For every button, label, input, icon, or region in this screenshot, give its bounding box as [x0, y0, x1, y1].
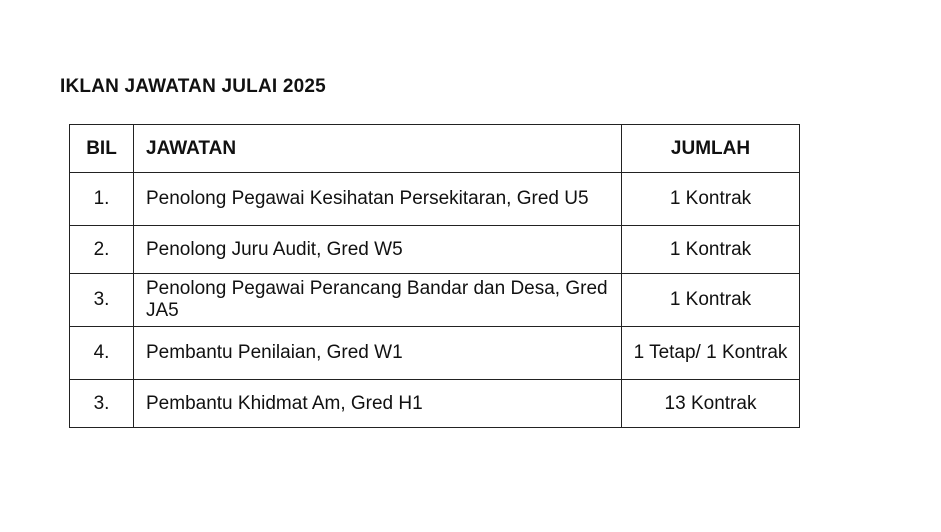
cell-jumlah: 1 Kontrak [622, 274, 800, 327]
cell-bil: 3. [70, 380, 134, 428]
cell-jumlah: 1 Kontrak [622, 173, 800, 226]
cell-bil: 3. [70, 274, 134, 327]
header-bil: BIL [70, 125, 134, 173]
document-title: IKLAN JAWATAN JULAI 2025 [60, 76, 326, 97]
table-row [70, 380, 800, 428]
cell-jumlah: 13 Kontrak [622, 380, 800, 428]
cell-bil: 2. [70, 226, 134, 274]
cell-bil: 4. [70, 327, 134, 380]
header-jawatan: JAWATAN [134, 125, 622, 173]
job-vacancy-table [69, 124, 800, 428]
cell-bil: 1. [70, 173, 134, 226]
table-row [70, 327, 800, 380]
table-row [70, 226, 800, 274]
cell-jumlah: 1 Kontrak [622, 226, 800, 274]
cell-jumlah: 1 Tetap/ 1 Kontrak [622, 327, 800, 380]
header-jumlah: JUMLAH [622, 125, 800, 173]
table-row [70, 173, 800, 226]
table-row [70, 274, 800, 327]
cell-jawatan: Pembantu Khidmat Am, Gred H1 [134, 380, 622, 428]
table-header-row [70, 125, 800, 173]
cell-jawatan: Pembantu Penilaian, Gred W1 [134, 327, 622, 380]
cell-jawatan: Penolong Pegawai Kesihatan Persekitaran, Gred U5 [134, 173, 622, 226]
cell-jawatan: Penolong Juru Audit, Gred W5 [134, 226, 622, 274]
cell-jawatan: Penolong Pegawai Perancang Bandar dan Desa, Gred JA5 [134, 274, 622, 327]
